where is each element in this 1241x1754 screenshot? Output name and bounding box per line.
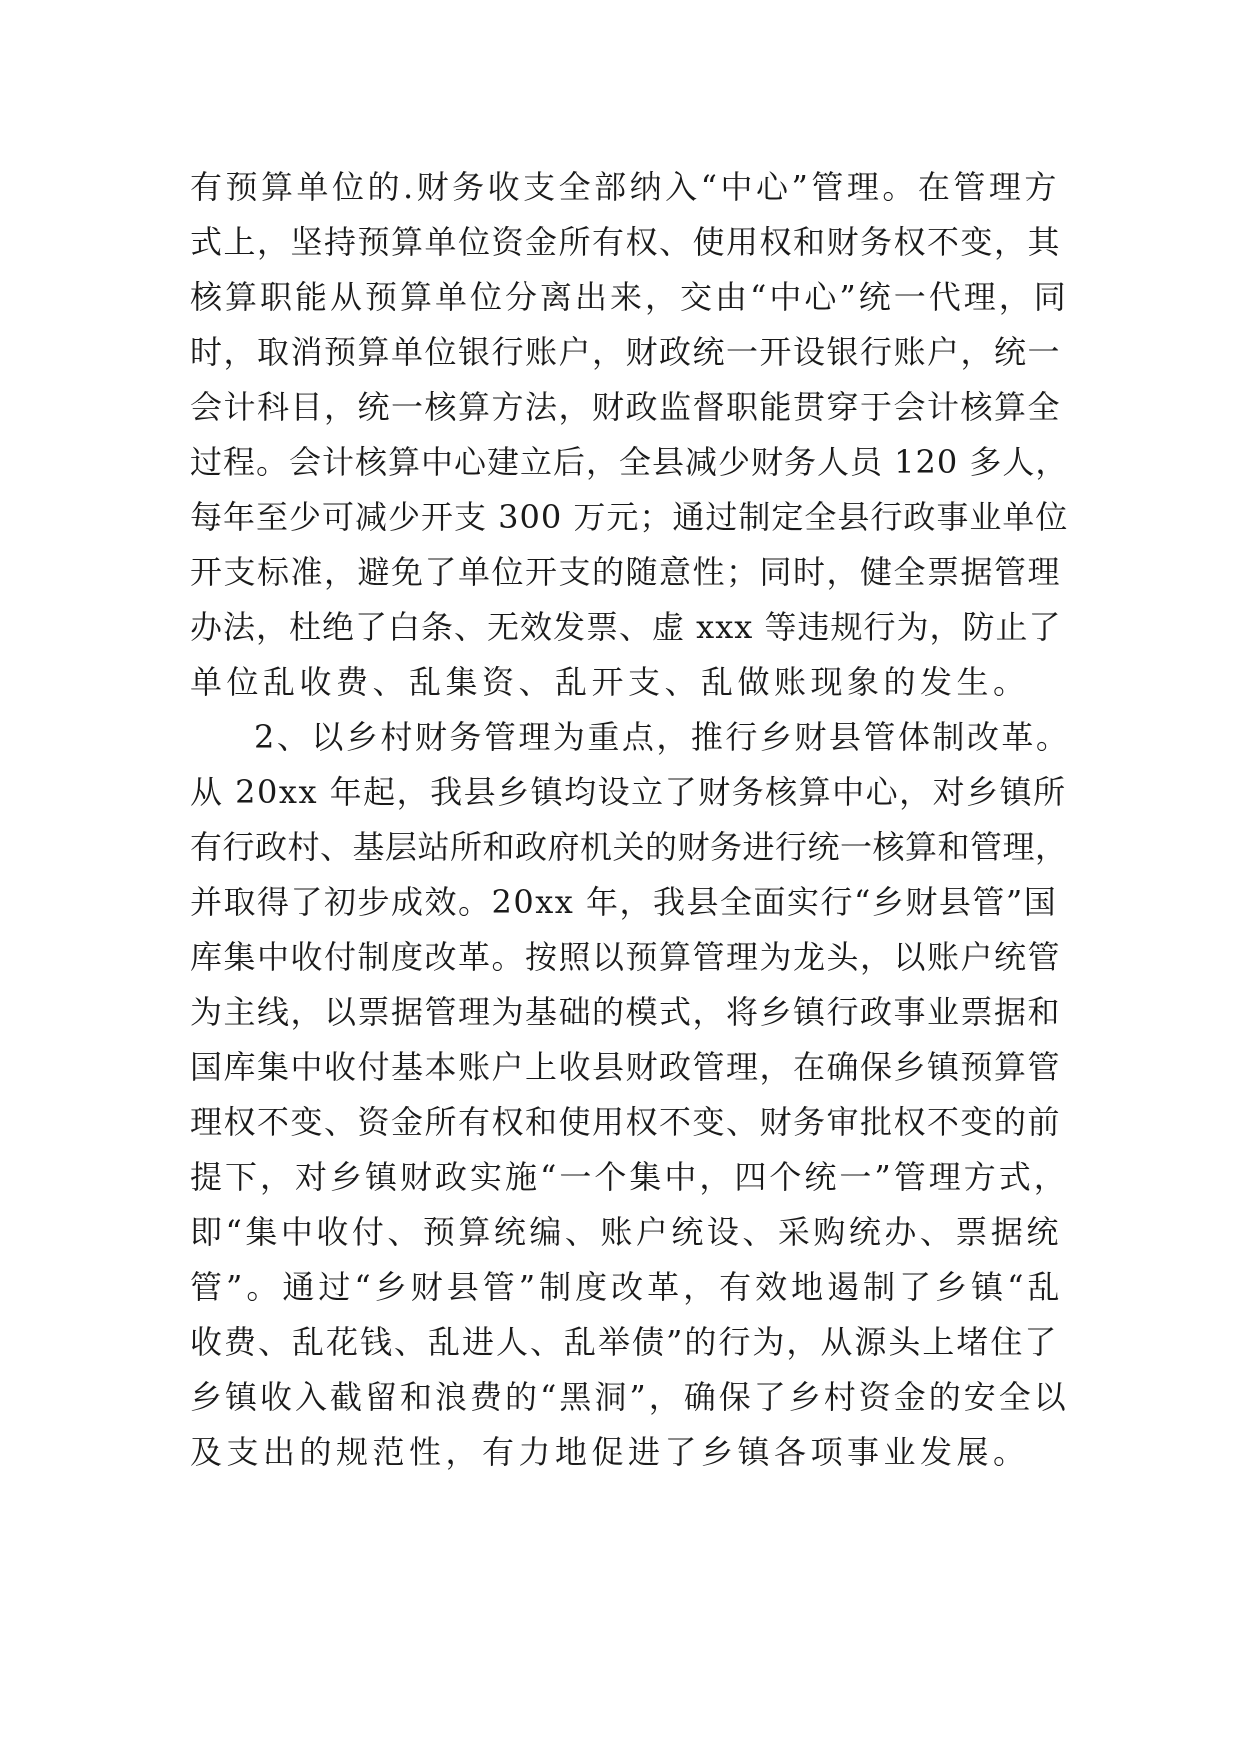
text-line: 办法，杜绝了白条、无效发票、虚 xxx 等违规行为，防止了 xyxy=(190,608,1062,646)
text-line: 乡镇收入截留和浪费的“黑洞”，确保了乡村资金的安全以 xyxy=(190,1378,1069,1416)
text-line: 核算职能从预算单位分离出来，交由“中心”统一代理，同 xyxy=(190,278,1069,316)
text-line: 为主线，以票据管理为基础的模式，将乡镇行政事业票据和 xyxy=(190,993,1062,1031)
text-line: 收费、乱花钱、乱进人、乱举债”的行为，从源头上堵住了 xyxy=(190,1323,1059,1361)
text-line: 从 20xx 年起，我县乡镇均设立了财务核算中心，对乡镇所 xyxy=(190,773,1067,811)
text-line: 管”。通过“乡财县管”制度改革，有效地遏制了乡镇“乱 xyxy=(190,1268,1064,1306)
text-line: 并取得了初步成效。20xx 年，我县全面实行“乡财县管”国 xyxy=(190,883,1058,921)
text-line: 理权不变、资金所有权和使用权不变、财务审批权不变的前 xyxy=(190,1103,1062,1141)
text-line: 开支标准，避免了单位开支的随意性；同时，健全票据管理 xyxy=(190,553,1062,591)
text-line: 即“集中收付、预算统编、账户统设、采购统办、票据统 xyxy=(190,1213,1062,1251)
section-heading: 2、以乡村财务管理为重点，推行乡财县管体制改革。 xyxy=(254,718,1071,756)
text-line: 国库集中收付基本账户上收县财政管理，在确保乡镇预算管 xyxy=(190,1048,1062,1086)
text-line: 每年至少可减少开支 300 万元；通过制定全县行政事业单位 xyxy=(190,498,1069,536)
text-line: 有行政村、基层站所和政府机关的财务进行统一核算和管理， xyxy=(190,828,1068,866)
text-line: 式上，坚持预算单位资金所有权、使用权和财务权不变，其 xyxy=(190,223,1062,261)
text-line: 库集中收付制度改革。按照以预算管理为龙头，以账户统管 xyxy=(190,938,1062,976)
text-line: 会计科目，统一核算方法，财政监督职能贯穿于会计核算全 xyxy=(190,388,1062,426)
text-line: 过程。会计核算中心建立后，全县减少财务人员 120 多人， xyxy=(190,443,1069,481)
body-text xyxy=(190,160,1070,1480)
text-line: 提下，对乡镇财政实施“一个集中，四个统一”管理方式， xyxy=(190,1158,1069,1196)
text-line: 有预算单位的.财务收支全部纳入“中心”管理。在管理方 xyxy=(190,168,1060,206)
text-line: 及支出的规范性，有力地促进了乡镇各项事业发展。 xyxy=(190,1433,1030,1471)
text-line: 单位乱收费、乱集资、乱开支、乱做账现象的发生。 xyxy=(190,663,1030,701)
text-line: 时，取消预算单位银行账户，财政统一开设银行账户，统一 xyxy=(190,333,1062,371)
